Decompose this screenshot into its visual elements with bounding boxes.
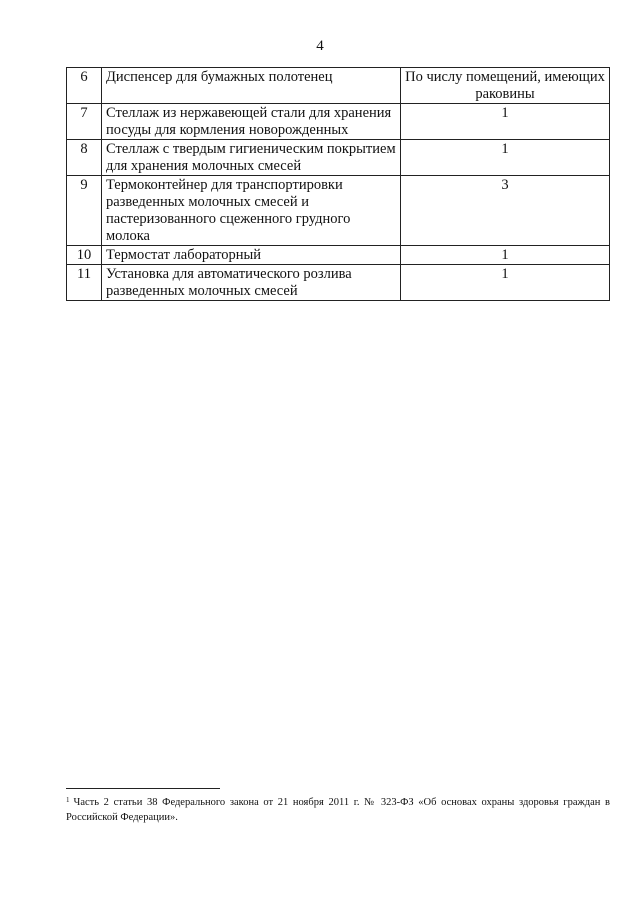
item-name: Термостат лабораторный xyxy=(102,246,401,265)
item-quantity: 3 xyxy=(401,176,610,246)
row-number: 6 xyxy=(67,68,102,104)
row-number: 9 xyxy=(67,176,102,246)
footnote-text: Часть 2 статьи 38 Федерального закона от 21 ноября 2011 г. № 323-ФЗ «Об основах охраны здоровья граждан в Российской Федерации». xyxy=(66,797,610,823)
item-quantity: 1 xyxy=(401,104,610,140)
footnote-separator xyxy=(66,788,220,789)
row-number: 11 xyxy=(67,265,102,301)
item-quantity: По числу помещений, имеющих раковины xyxy=(401,68,610,104)
item-quantity: 1 xyxy=(401,140,610,176)
page-number: 4 xyxy=(316,38,324,54)
item-name: Термоконтейнер для транспортировки разведенных молочных смесей и пастеризованного сцеженного грудного молока xyxy=(102,176,401,246)
row-number: 7 xyxy=(67,104,102,140)
row-number: 10 xyxy=(67,246,102,265)
equipment-table xyxy=(66,67,610,301)
table-row xyxy=(67,246,610,265)
item-name: Стеллаж с твердым гигиеническим покрытием для хранения молочных смесей xyxy=(102,140,401,176)
item-name: Стеллаж из нержавеющей стали для хранения посуды для кормления новорожденных xyxy=(102,104,401,140)
item-quantity: 1 xyxy=(401,246,610,265)
footnote xyxy=(66,795,610,825)
item-name: Диспенсер для бумажных полотенец xyxy=(102,68,401,104)
table-row xyxy=(67,140,610,176)
table-row xyxy=(67,265,610,301)
table-row xyxy=(67,68,610,104)
item-quantity: 1 xyxy=(401,265,610,301)
table-row xyxy=(67,176,610,246)
item-name: Установка для автоматического розлива разведенных молочных смесей xyxy=(102,265,401,301)
table-row xyxy=(67,104,610,140)
footnote-marker: 1 xyxy=(66,796,70,804)
row-number: 8 xyxy=(67,140,102,176)
